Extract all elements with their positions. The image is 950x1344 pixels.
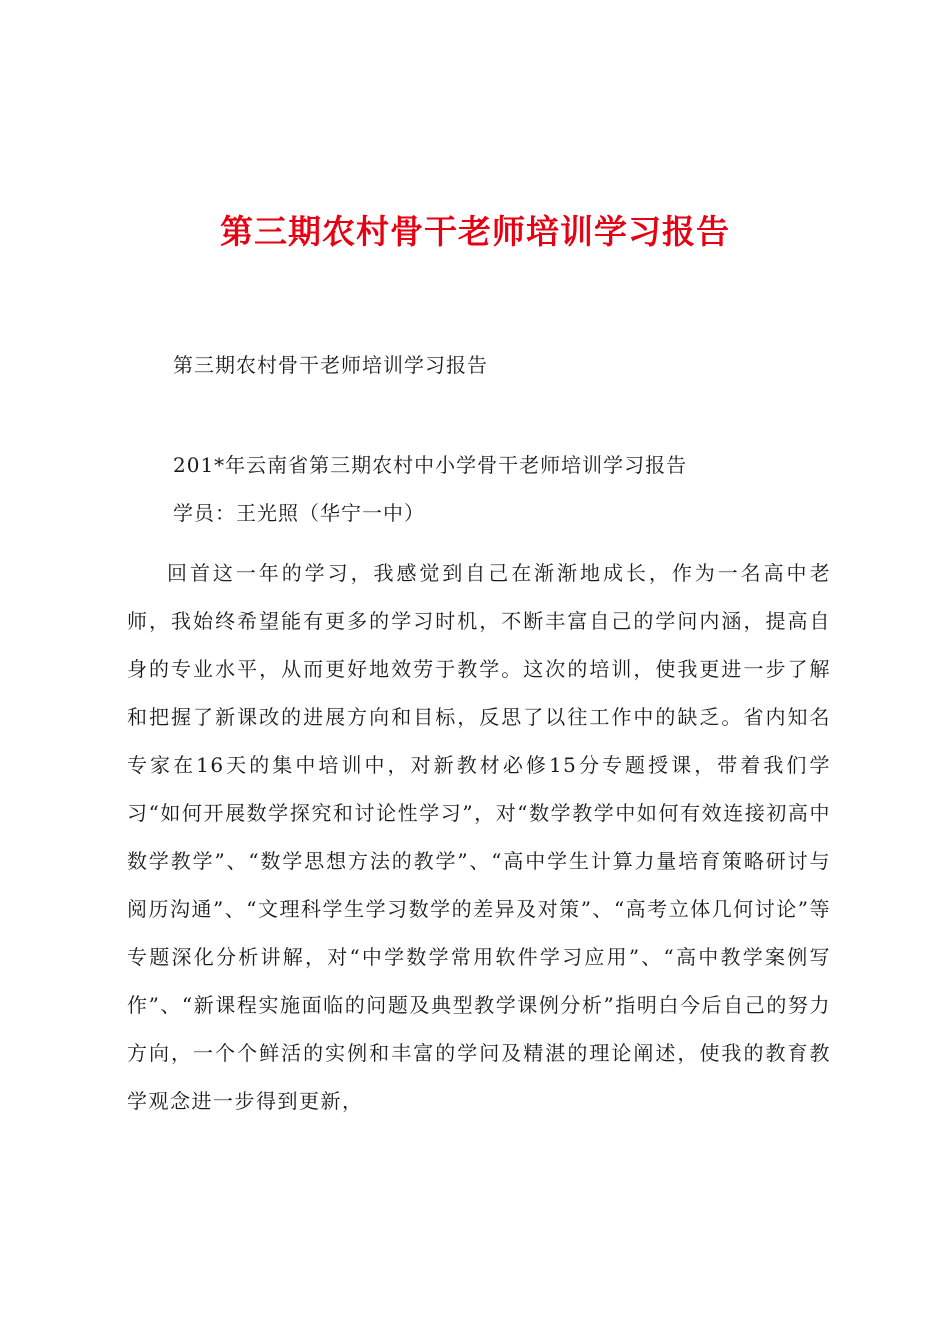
document-subtitle: 第三期农村骨干老师培训学习报告	[173, 353, 488, 377]
document-title: 第三期农村骨干老师培训学习报告	[220, 212, 730, 251]
body-paragraph: 回首这一年的学习，我感觉到自己在渐渐地成长，作为一名高中老师，我始终希望能有更多的学习时机，不断丰富自己的学问内涵，提高自身的专业水平，从而更好地效劳于教学。这次的培训，使我更进一步了解和把握了新课改的进展方向和目标，反思了以往工作中的缺乏。省内知名专家在16天的集中培训中，对新教材必修15分专题授课，带着我们学习“如何开展数学探究和讨论性学习”，对“数学教学中如何有效连接初高中数学教学”、“数学思想方法的教学”、“高中学生计算力量培育策略研讨与阅历沟通”、“文理科学生学习数学的差异及对策”、“高考立体几何讨论”等专题深化分析讲解，对“中学数学常用软件学习应用”、“高中教学案例写作”、“新课程实施面临的问题及典型教学课例分析”指明白今后自己的努力方向，一个个鲜活的实例和丰富的学问及精湛的理论阐述，使我的教育教学观念进一步得到更新，	[127, 561, 831, 1113]
report-heading: 201*年云南省第三期农村中小学骨干老师培训学习报告	[173, 453, 688, 477]
student-line: 学员：王光照（华宁一中）	[173, 501, 425, 525]
